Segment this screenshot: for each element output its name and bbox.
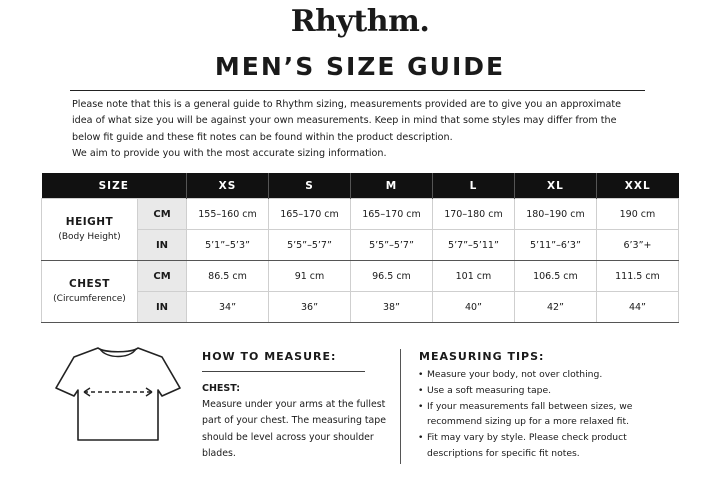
group-sublabel: (Body Height) [58, 231, 121, 242]
table-cell: 42” [514, 292, 596, 323]
size-col-header: S [269, 173, 351, 199]
size-header-label: SIZE [42, 173, 187, 199]
size-col-header: XS [187, 173, 269, 199]
chest-instructions: Measure under your arms at the fullest part of your chest. The measuring tape should be level across your shoulder blades. [202, 399, 387, 459]
unit-cell: CM [138, 199, 187, 230]
table-row [42, 230, 679, 261]
table-cell: 190 cm [596, 199, 678, 230]
list-item: • If your measurements fall between sizes, we recommend sizing up for a more relaxed fit. [418, 399, 678, 431]
size-col-header: XXL [596, 173, 678, 199]
table-cell: 170–180 cm [432, 199, 514, 230]
intro-text [72, 97, 632, 162]
list-item: • Use a soft measuring tape. [418, 383, 678, 399]
table-row [42, 292, 679, 323]
table-cell: 91 cm [269, 261, 351, 292]
how-to-measure-divider [202, 371, 365, 372]
page-title: MEN’S SIZE GUIDE [214, 52, 506, 81]
table-cell: 165–170 cm [350, 199, 432, 230]
measurement-arrow-icon [84, 388, 152, 396]
measuring-tips-heading: MEASURING TIPS: [419, 350, 545, 363]
group-sublabel: (Circumference) [53, 293, 126, 304]
size-col-header: XL [514, 173, 596, 199]
table-cell: 86.5 cm [187, 261, 269, 292]
table-row [42, 199, 679, 230]
measuring-tips-list [418, 367, 678, 462]
table-cell: 106.5 cm [514, 261, 596, 292]
table-cell: 36” [269, 292, 351, 323]
table-cell: 180–190 cm [514, 199, 596, 230]
how-to-measure-heading: HOW TO MEASURE: [202, 350, 337, 363]
intro-paragraph: Please note that this is a general guide to Rhythm sizing, measurements provided are to give you an approximate idea of what size you will be against your own measurements. Keep in mind that some styles may differ from the below fit guide and these fit notes can be found within the product description. [72, 99, 622, 143]
table-cell: 96.5 cm [350, 261, 432, 292]
chest-group-label [42, 261, 138, 323]
unit-cell: IN [138, 292, 187, 323]
unit-cell: CM [138, 261, 187, 292]
table-cell: 38” [350, 292, 432, 323]
title-divider [70, 90, 645, 91]
table-cell: 5’11”–6’3” [514, 230, 596, 261]
table-cell: 155–160 cm [187, 199, 269, 230]
table-cell: 5’1”–5’3” [187, 230, 269, 261]
unit-cell: IN [138, 230, 187, 261]
table-cell: 111.5 cm [596, 261, 678, 292]
size-table [41, 173, 679, 323]
size-col-header: M [350, 173, 432, 199]
size-header-row [42, 173, 679, 199]
table-cell: 44” [596, 292, 678, 323]
brand-logo: Rhythm. [290, 4, 430, 39]
height-group-label [42, 199, 138, 261]
table-cell: 40” [432, 292, 514, 323]
group-label: HEIGHT [65, 215, 114, 228]
table-cell: 165–170 cm [269, 199, 351, 230]
list-item: • Measure your body, not over clothing. [418, 367, 678, 383]
group-label: CHEST [69, 277, 110, 290]
table-row [42, 261, 679, 292]
list-item: • Fit may vary by style. Please check product descriptions for specific fit notes. [418, 430, 678, 462]
table-cell: 5’5”–5’7” [350, 230, 432, 261]
size-col-header: L [432, 173, 514, 199]
table-cell: 5’7”–5’11” [432, 230, 514, 261]
table-cell: 5’5”–5’7” [269, 230, 351, 261]
t-shirt-icon [54, 344, 182, 444]
table-cell: 6’3”+ [596, 230, 678, 261]
table-cell: 34” [187, 292, 269, 323]
intro-paragraph: We aim to provide you with the most accurate sizing information. [72, 147, 387, 159]
section-divider [400, 349, 401, 464]
table-cell: 101 cm [432, 261, 514, 292]
chest-subheading: CHEST: [202, 383, 241, 394]
